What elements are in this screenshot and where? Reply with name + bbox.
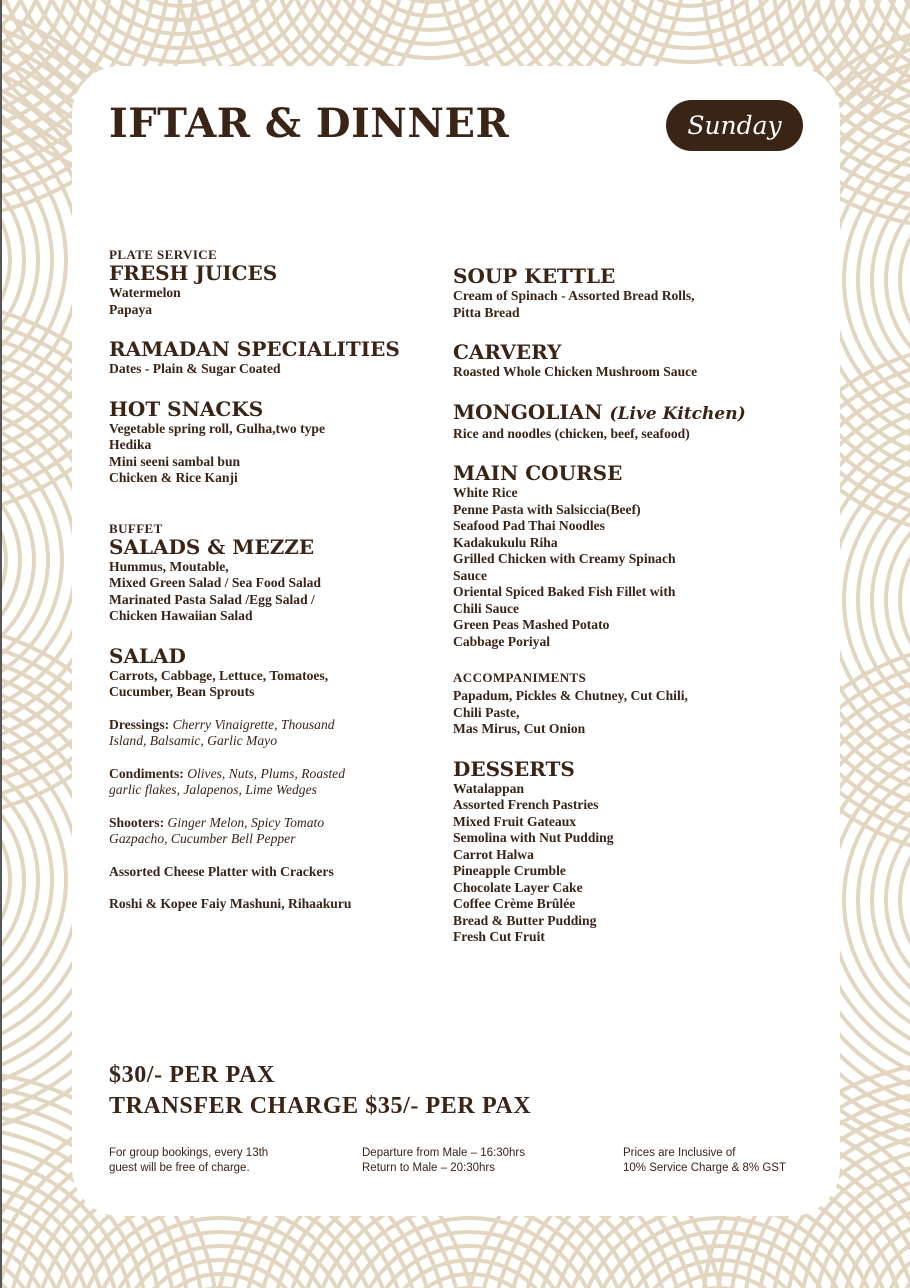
mongolian-section — [453, 401, 773, 443]
menu-item: Penne Pasta with Salsiccia(Beef) — [453, 501, 641, 517]
shooters-block — [109, 815, 439, 848]
group-booking-note — [109, 1146, 268, 1176]
prices-note — [623, 1146, 786, 1176]
menu-item: Hummus, Moutable, — [109, 558, 229, 574]
menu-item: Oriental Spiced Baked Fish Fillet with — [453, 584, 676, 599]
desserts-section — [453, 758, 773, 946]
condiments-label: Condiments: — [109, 765, 184, 781]
footer-line: For group bookings, every 13th — [109, 1147, 269, 1159]
salad-section — [109, 645, 439, 701]
menu-item: Coffee Crème Brûlée — [453, 896, 576, 911]
dressings-text: Island, Balsamic, Garlic Mayo — [109, 733, 278, 748]
section-heading: MAIN COURSE — [453, 461, 623, 485]
condiments-text: garlic flakes, Jalapenos, Lime Wedges — [109, 782, 317, 797]
wave-ring — [600, 0, 780, 20]
shooters-text: Gazpacho, Cucumber Bell Pepper — [109, 831, 296, 846]
section-heading: CARVERY — [453, 340, 562, 364]
salads-mezze-section — [109, 536, 439, 625]
right-column — [453, 265, 773, 966]
dressings-text: Cherry Vinaigrette, Thousand — [172, 716, 335, 732]
menu-item: Watalappan — [453, 780, 525, 796]
menu-item: Cream of Spinach - Assorted Bread Rolls, — [453, 288, 695, 303]
menu-item: Mixed Green Salad / Sea Food Salad — [109, 575, 321, 590]
accompaniments-label: ACCOMPANIMENTS — [453, 670, 587, 685]
section-heading: HOT SNACKS — [109, 396, 264, 421]
section-heading: SALAD — [109, 643, 186, 668]
day-badge: Sunday — [668, 102, 801, 149]
menu-item: Chicken Hawaiian Salad — [109, 608, 253, 623]
menu-item: Vegetable spring roll, Gulha,two type — [109, 420, 325, 436]
menu-item: Watermelon — [109, 285, 181, 300]
roshi-item: Roshi & Kopee Faiy Mashuni, Rihaakuru — [109, 896, 352, 911]
ramadan-section — [109, 338, 439, 378]
plate-service-label: PLATE SERVICE — [109, 247, 218, 262]
menu-item: Assorted French Pastries — [453, 797, 599, 812]
menu-item: Chicken & Rice Kanji — [109, 470, 238, 485]
menu-item: Chocolate Layer Cake — [453, 879, 583, 895]
price-per-pax: $30/- PER PAX — [109, 1062, 276, 1088]
buffet-label: BUFFET — [109, 520, 163, 536]
menu-item: Papaya — [109, 301, 153, 317]
menu-item: Mas Mirus, Cut Onion — [453, 721, 586, 736]
menu-item: Carrots, Cabbage, Lettuce, Tomatoes, — [109, 667, 329, 683]
menu-item: Pitta Bread — [453, 304, 520, 320]
menu-item: Cucumber, Bean Sprouts — [109, 684, 255, 699]
footer-line: Prices are Inclusive of — [623, 1147, 736, 1159]
menu-item: Pineapple Crumble — [453, 863, 566, 878]
menu-title: IFTAR & DINNER — [109, 100, 510, 147]
page-edge — [0, 0, 2, 1288]
section-heading: MONGOLIAN — [453, 399, 603, 424]
section-heading: DESSERTS — [453, 756, 575, 781]
section-heading: RAMADAN SPECIALITIES — [109, 337, 400, 361]
left-column — [109, 247, 439, 913]
menu-item: Carrot Halwa — [453, 846, 534, 862]
menu-item: Marinated Pasta Salad /Egg Salad / — [109, 591, 315, 607]
departure-note — [362, 1146, 525, 1176]
menu-item: Chili Sauce — [453, 600, 520, 616]
footer-line: Departure from Male – 16:30hrs — [362, 1147, 525, 1159]
accompaniments-section — [453, 670, 773, 738]
menu-item: Green Peas Mashed Potato — [453, 617, 610, 632]
menu-item: Sauce — [453, 567, 487, 583]
fresh-juices-section — [109, 262, 439, 318]
dressings-block — [109, 717, 439, 750]
menu-item: Roasted Whole Chicken Mushroom Sauce — [453, 364, 698, 379]
shooters-text: Ginger Melon, Spicy Tomato — [167, 814, 325, 830]
menu-item: Seafood Pad Thai Noodles — [453, 518, 605, 533]
menu-item: Cabbage Poriyal — [453, 633, 551, 649]
menu-item: White Rice — [453, 485, 518, 500]
menu-item: Bread & Butter Pudding — [453, 912, 597, 928]
menu-item: Semolina with Nut Pudding — [453, 830, 614, 845]
menu-item: Rice and noodles (chicken, beef, seafood) — [453, 425, 690, 441]
pricing-block — [109, 1060, 531, 1122]
footer-line: guest will be free of charge. — [109, 1162, 250, 1174]
section-heading: FRESH JUICES — [109, 261, 278, 285]
main-course-section — [453, 462, 773, 650]
shooters-label: Shooters: — [109, 814, 165, 830]
menu-item: Hedika — [109, 437, 152, 452]
dressings-label: Dressings: — [109, 716, 170, 732]
menu-item: Fresh Cut Fruit — [453, 929, 545, 944]
menu-item: Dates - Plain & Sugar Coated — [109, 361, 281, 376]
section-heading: SOUP KETTLE — [453, 264, 616, 288]
menu-item: Mini seeni sambal bun — [109, 453, 241, 469]
menu-item: Mixed Fruit Gateaux — [453, 813, 577, 829]
soup-kettle-section — [453, 265, 773, 321]
menu-item: Grilled Chicken with Creamy Spinach — [453, 551, 676, 566]
carvery-section — [453, 341, 773, 381]
footer-line: Return to Male – 20:30hrs — [362, 1162, 495, 1174]
cheese-platter-item: Assorted Cheese Platter with Crackers — [109, 863, 334, 879]
condiments-text: Olives, Nuts, Plums, Roasted — [187, 765, 346, 781]
live-kitchen-note: (Live Kitchen) — [609, 403, 746, 424]
transfer-charge: TRANSFER CHARGE $35/- PER PAX — [109, 1093, 532, 1119]
hot-snacks-section — [109, 398, 439, 487]
menu-item: Chili Paste, — [453, 704, 520, 720]
section-heading: SALADS & MEZZE — [109, 534, 315, 559]
menu-item: Papadum, Pickles & Chutney, Cut Chili, — [453, 688, 688, 703]
footer-line: 10% Service Charge & 8% GST — [623, 1162, 786, 1174]
condiments-block — [109, 766, 439, 799]
menu-item: Kadakukulu Riha — [453, 534, 558, 550]
